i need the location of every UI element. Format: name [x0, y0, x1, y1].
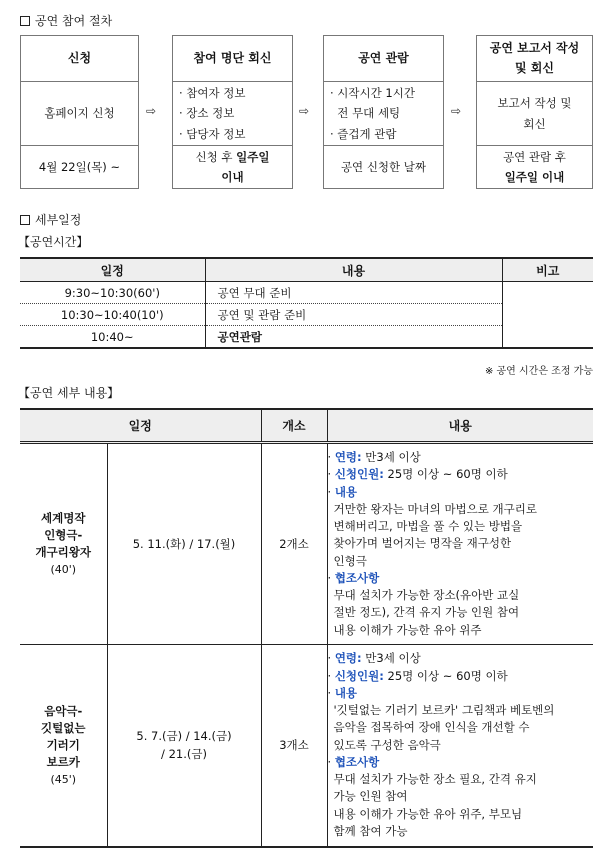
bullet-icon: ·: [327, 685, 335, 700]
coop-line: 절반 정도), 간격 유지 가능 인원 참여: [333, 605, 520, 620]
content-line: 거만한 왕자는 마녀의 마법으로 개구리로: [333, 501, 537, 516]
show-content: [327, 443, 593, 645]
content-label: 내용: [334, 484, 358, 499]
step-detail-line: · 장소 정보: [179, 106, 235, 121]
coop-line: 내용 이해가 가능한 유아 위주, 부모님: [333, 806, 523, 821]
bullet-icon: ·: [327, 484, 335, 499]
table-row: [20, 645, 593, 847]
bullet-icon: ·: [327, 668, 335, 683]
step-detail-line: · 즐겁게 관람: [330, 126, 397, 141]
column-header: 일정: [20, 409, 261, 443]
checkbox-square-icon: [20, 16, 30, 26]
age-value: 만3세 이상: [361, 450, 421, 465]
show-title-line: 기러기: [46, 738, 80, 752]
table-header-row: [20, 258, 593, 282]
age-label: 연령:: [334, 651, 362, 666]
step-detail-line: 보고서 작성 및: [497, 96, 572, 111]
content-line: 있도록 구성한 음악극: [333, 737, 441, 752]
arrow-right-icon: ⇨: [146, 104, 157, 118]
column-header: 내용: [205, 258, 502, 282]
coop-line: 함께 참여 가능: [333, 823, 408, 838]
column-header: 일정: [20, 258, 205, 282]
deadline-emphasis: 이내: [221, 170, 244, 184]
step-date: 4월 22일(목) ~: [38, 160, 121, 175]
show-dates: [107, 443, 261, 645]
table-header-row: [20, 409, 593, 443]
column-header: 내용: [327, 409, 593, 443]
schedule-footnote: ※ 공연 시간은 조정 가능: [484, 366, 593, 377]
process-step-apply: [20, 35, 139, 189]
step-detail-line: · 시작시간 1시간: [330, 86, 415, 101]
process-step-roster: [172, 35, 293, 189]
show-dates: [107, 645, 261, 847]
step-title: 신청: [21, 36, 138, 82]
step-title-line: 공연 보고서 작성: [489, 41, 580, 56]
step-deadline: [477, 146, 592, 190]
bullet-icon: ·: [327, 651, 335, 666]
column-header: 비고: [502, 258, 593, 282]
bullet-icon: ·: [327, 467, 335, 482]
people-value: 25명 이상 ~ 60명 이하: [383, 668, 508, 683]
table-row: [20, 443, 593, 645]
age-label: 연령:: [334, 450, 362, 465]
people-label: 신청인원:: [334, 467, 384, 482]
step-title: 공연 관람: [324, 36, 443, 82]
schedule-time: 10:30~10:40(10'): [20, 304, 205, 326]
process-step-watch: [323, 35, 444, 189]
show-title-line: 세계명작: [41, 510, 86, 525]
age-value: 만3세 이상: [361, 651, 421, 666]
content-label: 내용: [334, 685, 358, 700]
coop-label: 협조사항: [334, 570, 380, 585]
show-title-line: 음악극-: [44, 703, 83, 718]
show-title-line: 인형극-: [44, 528, 83, 543]
deadline-text: 신청 후: [195, 150, 237, 165]
step-detail-line: · 참여자 정보: [179, 86, 246, 101]
show-content: [327, 645, 593, 847]
content-line: 음악을 접목하여 장애 인식을 개선할 수: [333, 720, 530, 735]
deadline-text: 공연 관람 후: [503, 150, 566, 165]
show-count: 2개소: [261, 443, 327, 645]
show-date-line: 5. 11.(화) / 17.(월): [132, 536, 236, 551]
show-date-line: / 21.(금): [161, 747, 207, 762]
schedule-content: 공연 및 관람 준비: [205, 304, 502, 326]
step-deadline: [173, 146, 292, 190]
bullet-icon: ·: [327, 754, 335, 769]
step-title: 참여 명단 회신: [173, 36, 292, 82]
bullet-icon: ·: [327, 570, 335, 585]
deadline-emphasis: 일주일: [236, 150, 270, 165]
schedule-time: 10:40~: [20, 326, 205, 349]
schedule-content: 공연 무대 준비: [205, 282, 502, 304]
section-title-text: 세부일정: [35, 213, 82, 227]
show-title: [20, 443, 107, 645]
detail-label: 【공연 세부 내용】: [18, 386, 120, 400]
schedule-content: 공연관람: [205, 326, 502, 349]
checkbox-square-icon: [20, 215, 30, 225]
content-line: '깃털없는 기러기 보르카' 그림책과 베토벤의: [333, 703, 555, 718]
step-date: 공연 신청한 날짜: [340, 160, 427, 175]
step-detail: [324, 82, 443, 146]
section-title-procedure: [20, 12, 112, 29]
step-detail-line: · 담당자 정보: [179, 126, 246, 141]
table-row: [20, 282, 593, 304]
coop-line: 내용 이해가 가능한 유아 위주: [333, 622, 482, 637]
section-title-schedule: [20, 211, 81, 228]
performance-detail-table: [20, 408, 593, 848]
column-header: 개소: [261, 409, 327, 443]
show-title: [20, 645, 107, 847]
schedule-label: 【공연시간】: [18, 235, 89, 249]
step-detail: [477, 82, 592, 146]
step-detail-line: 전 무대 세팅: [330, 106, 401, 121]
show-title-line: 깃털없는: [41, 720, 86, 735]
show-duration: (40'): [50, 562, 77, 576]
step-detail: [173, 82, 292, 146]
coop-line: 무대 설치가 가능한 장소 필요, 간격 유지: [333, 772, 537, 787]
process-step-report: [476, 35, 593, 189]
coop-label: 협조사항: [334, 754, 380, 769]
coop-line: 가능 인원 참여: [333, 789, 408, 804]
step-detail-line: 회신: [523, 116, 546, 131]
show-title-line: 개구리왕자: [35, 545, 92, 560]
show-count: 3개소: [261, 645, 327, 847]
schedule-note-cell: [502, 282, 593, 349]
content-line: 찾아가며 벌어지는 명작을 재구성한: [333, 536, 512, 551]
arrow-right-icon: ⇨: [299, 104, 310, 118]
show-duration: (45'): [50, 772, 77, 786]
show-date-line: 5. 7.(금) / 14.(금): [136, 728, 232, 743]
content-line: 변해버리고, 마법을 풀 수 있는 방법을: [333, 519, 523, 534]
schedule-time: 9:30~10:30(60'): [20, 282, 205, 304]
schedule-table: [20, 257, 593, 349]
content-line: 인형극: [333, 553, 367, 568]
step-title-line: 및 회신: [515, 60, 554, 75]
section-title-text: 공연 참여 절차: [35, 14, 113, 28]
coop-line: 무대 설치가 가능한 장소(유아반 교실: [333, 588, 520, 603]
deadline-emphasis: 일주일 이내: [504, 170, 565, 184]
step-title: [477, 36, 592, 82]
arrow-right-icon: ⇨: [451, 104, 462, 118]
bullet-icon: ·: [327, 450, 335, 465]
show-title-line: 보르카: [46, 755, 80, 770]
people-label: 신청인원:: [334, 668, 384, 683]
step-detail: 홈페이지 신청: [21, 82, 138, 146]
people-value: 25명 이상 ~ 60명 이하: [383, 467, 508, 482]
